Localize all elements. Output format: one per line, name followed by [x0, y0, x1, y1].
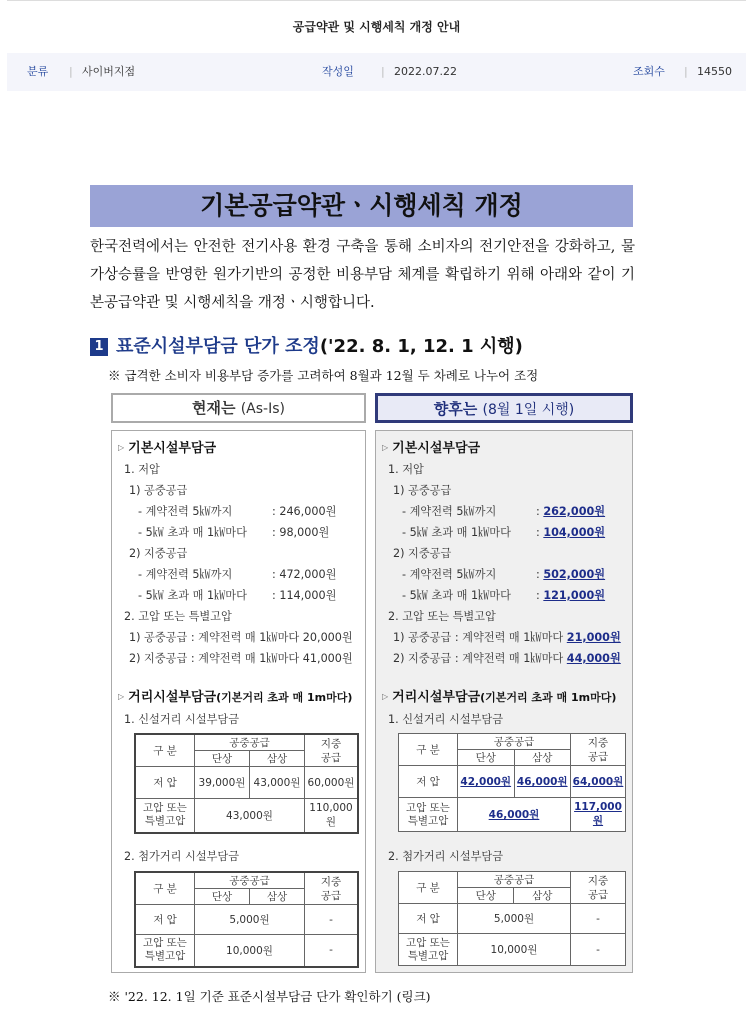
row-label: 고압 또는 특별고압 [135, 935, 195, 967]
new-distance-label: 1. 신설거리 시설부담금 [388, 713, 504, 726]
table-cell: 43,000원 [250, 767, 305, 799]
table-cell: 5,000원 [458, 904, 571, 934]
added-distance-label: 2. 첨가거리 시설부담금 [388, 850, 504, 863]
value-underground-5kw: : 502,000원 [536, 568, 606, 581]
future-panel [375, 430, 633, 973]
table-cell: 46,000원 [458, 798, 571, 832]
table-header: 공중공급 [458, 734, 571, 750]
table-header: 공중공급 [458, 872, 571, 888]
table-header: 구 분 [135, 872, 195, 905]
table-header: 단상 [195, 889, 250, 905]
low-voltage-label: 1. 저압 [124, 463, 160, 476]
footer-link-note[interactable]: ※ '22. 12. 1일 기준 표준시설부담금 단가 확인하기 (링크) [108, 989, 431, 1004]
added-distance-table [398, 871, 626, 966]
table-header: 공중공급 [195, 734, 305, 751]
table-header: 삼상 [250, 751, 305, 767]
table-cell: 5,000원 [195, 905, 305, 935]
item-5kw-label: - 계약전력 5㎾까지 [402, 505, 497, 518]
distance-charge-heading: ▷ 거리시설부담금(기본거리 초과 매 1m마다) [118, 690, 353, 705]
post-meta-bar [7, 53, 746, 91]
item-over-label: - 5㎾ 초과 매 1㎾마다 [402, 589, 511, 602]
triangle-bullet-icon: ▷ [382, 443, 389, 452]
future-header-sub: (8월 1일 시행) [482, 402, 575, 418]
table-cell: - [305, 905, 359, 935]
high-overhead-line: 1) 공중공급 : 계약전력 매 1㎾마다 21,000원 [393, 631, 621, 644]
table-header: 삼상 [514, 750, 571, 766]
item-over-label: - 5㎾ 초과 매 1㎾마다 [138, 589, 247, 602]
table-cell: 10,000원 [195, 935, 305, 967]
basic-charge-heading: ▷ 기본시설부담금 [382, 441, 481, 456]
new-distance-label: 1. 신설거리 시설부담금 [124, 713, 240, 726]
article-banner: 기본공급약관ㆍ시행세칙 개정 [90, 185, 633, 227]
table-header: 공중공급 [195, 872, 305, 889]
high-underground-line: 2) 지중공급 : 계약전력 매 1㎾마다 41,000원 [129, 652, 353, 665]
row-label: 고압 또는 특별고압 [399, 798, 458, 832]
item-5kw-label: - 계약전력 5㎾까지 [138, 505, 233, 518]
item-over-label: - 5㎾ 초과 매 1㎾마다 [402, 526, 511, 539]
high-voltage-label: 2. 고압 또는 특별고압 [388, 610, 496, 623]
future-header [375, 393, 633, 423]
value-overhead-5kw: : 262,000원 [536, 505, 606, 518]
item-over-label: - 5㎾ 초과 매 1㎾마다 [138, 526, 247, 539]
added-distance-label: 2. 첨가거리 시설부담금 [124, 850, 240, 863]
views-value: 14550 [697, 65, 732, 78]
post-title: 공급약관 및 시행세칙 개정 안내 [292, 20, 461, 34]
item-5kw-label: - 계약전력 5㎾까지 [402, 568, 497, 581]
current-header-title: 현재는 [192, 399, 236, 417]
table-header: 지중 공급 [571, 734, 626, 766]
row-label: 저 압 [135, 905, 195, 935]
table-header: 삼상 [249, 889, 304, 905]
divider: | [684, 65, 688, 78]
category-label: 분류 [27, 65, 49, 78]
table-cell: 117,000원 [571, 798, 626, 832]
table-cell: - [571, 934, 626, 966]
table-header: 삼상 [514, 888, 571, 904]
table-cell: 64,000원 [571, 766, 626, 798]
table-cell: 42,000원 [458, 766, 515, 798]
item-5kw-label: - 계약전력 5㎾까지 [138, 568, 233, 581]
intro-paragraph: 한국전력에서는 안전한 전기사용 환경 구축을 통해 소비자의 전기안전을 강화하고, 물가상승률을 반영한 원가기반의 공정한 비용부담 체계를 확립하기 위해 아래와 같이 기본공급약관 및 시행세칙을 개정ㆍ시행합니다. [90, 239, 635, 311]
row-label: 저 압 [135, 767, 195, 799]
current-panel [111, 430, 366, 973]
table-cell: - [571, 904, 626, 934]
triangle-bullet-icon: ▷ [382, 692, 389, 701]
date-value: 2022.07.22 [394, 65, 457, 78]
overhead-label: 1) 공중공급 [129, 484, 188, 497]
new-distance-table [398, 733, 626, 832]
high-voltage-label: 2. 고압 또는 특별고압 [124, 610, 232, 623]
row-label: 저 압 [399, 904, 458, 934]
high-underground-line: 2) 지중공급 : 계약전력 매 1㎾마다 44,000원 [393, 652, 621, 665]
value-overhead-over: : 104,000원 [536, 526, 606, 539]
table-header: 구 분 [399, 734, 458, 766]
distance-charge-heading: ▷ 거리시설부담금(기본거리 초과 매 1m마다) [382, 690, 617, 705]
triangle-bullet-icon: ▷ [118, 443, 125, 452]
section-number: 1 [90, 338, 108, 356]
value-overhead-5kw: : 246,000원 [272, 505, 337, 518]
row-label: 고압 또는 특별고압 [399, 934, 458, 966]
current-header-sub: (As-Is) [240, 401, 285, 417]
added-distance-table [134, 871, 359, 968]
table-header: 지중 공급 [305, 734, 359, 767]
table-header: 단상 [195, 751, 250, 767]
divider: | [69, 65, 73, 78]
table-header: 구 분 [135, 734, 195, 767]
value-underground-5kw: : 472,000원 [272, 568, 337, 581]
row-label: 저 압 [399, 766, 458, 798]
section-dates: ('22. 8. 1, 12. 1 시행) [319, 336, 523, 357]
row-label: 고압 또는 특별고압 [135, 799, 195, 833]
value-underground-over: : 114,000원 [272, 589, 337, 602]
table-cell: 46,000원 [514, 766, 571, 798]
underground-label: 2) 지중공급 [393, 547, 452, 560]
date-label: 작성일 [322, 65, 354, 78]
low-voltage-label: 1. 저압 [388, 463, 424, 476]
views-label: 조회수 [633, 65, 665, 78]
table-cell: 43,000원 [195, 799, 305, 833]
table-cell: 110,000원 [305, 799, 359, 833]
table-cell: 39,000원 [195, 767, 250, 799]
new-distance-table [134, 733, 359, 834]
table-header: 단상 [458, 888, 514, 904]
section-title: 표준시설부담금 단가 조정 [116, 336, 320, 357]
triangle-bullet-icon: ▷ [118, 692, 125, 701]
basic-charge-heading: ▷ 기본시설부담금 [118, 441, 217, 456]
table-cell: 10,000원 [458, 934, 571, 966]
category-value: 사이버지점 [82, 65, 136, 78]
table-cell: - [305, 935, 359, 967]
section-heading [90, 332, 523, 358]
table-header: 구 분 [399, 872, 458, 904]
table-header: 지중 공급 [305, 872, 359, 905]
table-header: 단상 [458, 750, 515, 766]
underground-label: 2) 지중공급 [129, 547, 188, 560]
value-underground-over: : 121,000원 [536, 589, 606, 602]
table-cell: 60,000원 [305, 767, 359, 799]
future-header-title: 향후는 [433, 400, 478, 418]
post-header [7, 0, 746, 54]
high-overhead-line: 1) 공중공급 : 계약전력 매 1㎾마다 20,000원 [129, 631, 353, 644]
value-overhead-over: : 98,000원 [272, 526, 330, 539]
table-header: 지중 공급 [571, 872, 626, 904]
adjustment-note: ※ 급격한 소비자 비용부담 증가를 고려하여 8월과 12월 두 차례로 나누어 조정 [108, 368, 539, 383]
divider: | [381, 65, 385, 78]
current-header [111, 393, 366, 423]
overhead-label: 1) 공중공급 [393, 484, 452, 497]
